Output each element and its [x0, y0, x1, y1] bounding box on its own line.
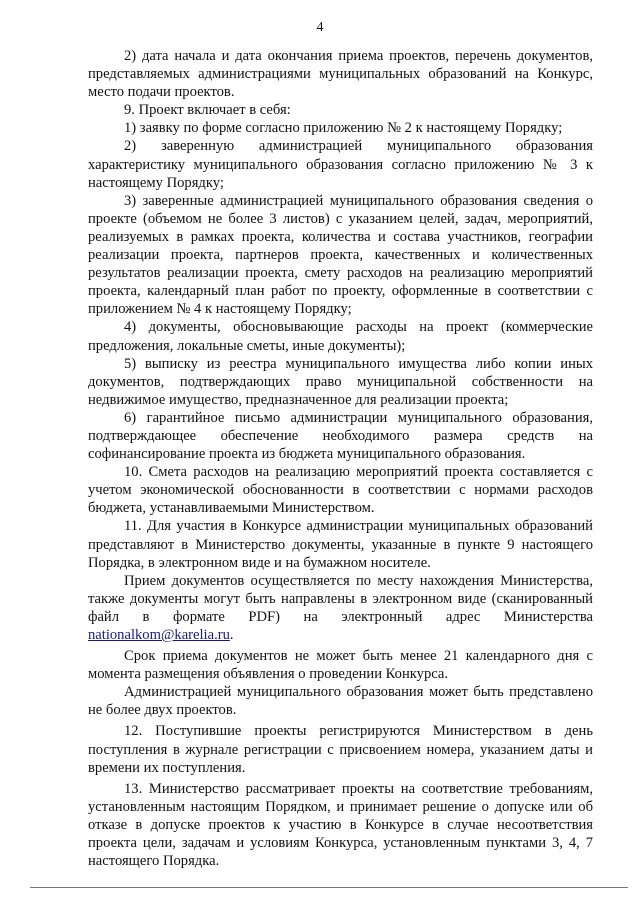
paragraph: 12. Поступившие проекты регистрируются Министерством в день поступления в журнале регистрации с присвоением номера, указанием даты и времени их поступления.: [88, 723, 593, 776]
email-trailing-punct: .: [229, 627, 234, 643]
paragraph: 6) гарантийное письмо администрации муниципального образования, подтверждающее обеспечение необходимого размера средств на софинансирование проекта из бюджета муниципального образования.: [88, 409, 593, 463]
email-link[interactable]: nationalkom@karelia.ru: [88, 627, 230, 643]
document-body: [88, 47, 593, 870]
page-number: 4: [316, 20, 324, 35]
paragraph: 13. Министерство рассматривает проекты на соответствие требованиям, установленным настоящим Порядком, и принимает решение о допуске или об отказе в допуске проектов к участию в Конкурсе в случае несоответствия проекта цели, задачам и условиям Конкурса, установленным пунктами 3, 4, 7 настоящего Порядка.: [88, 780, 593, 870]
paragraph-with-email: [88, 572, 593, 644]
paragraph: 11. Для участия в Конкурсе администрации муниципальных образований представляют в Министерство документы, указанные в пункте 9 настоящего Порядка, в электронном виде и на бумажном носителе.: [88, 518, 593, 571]
paragraph: 3) заверенные администрацией муниципального образования сведения о проекте (объемом не более 3 листов) с указанием целей, задач, мероприятий, реализуемых в рамках проекта, количества и состава участников, географии реализации проекта, партнеров проекта, качественных и количественных результатов реализации проекта, смету расходов на реализацию мероприятий проекта, календарный план работ по проекту, оформленные в соответствии с приложением № 4 к настоящему Порядку;: [88, 192, 593, 318]
paragraph: 1) заявку по форме согласно приложению № 2 к настоящему Порядку;: [124, 120, 563, 137]
paragraph: Срок приема документов не может быть менее 21 календарного дня с момента размещения объявления о проведении Конкурса.: [88, 648, 593, 683]
paragraph: 4) документы, обосновывающие расходы на проект (коммерческие предложения, локальные сметы, иные документы);: [88, 319, 593, 354]
paragraph-text: Прием документов осуществляется по месту нахождения Министерства, также документы могут быть направлены в электронном виде (сканированный файл в формате PDF) на электронный адрес Министерства: [88, 572, 593, 625]
paragraph: 10. Смета расходов на реализацию мероприятий проекта составляется с учетом экономической обоснованности в соответствии с нормами расходов бюджета, устанавливаемыми Министерством.: [88, 464, 593, 517]
paragraph: 2) дата начала и дата окончания приема проектов, перечень документов, представляемых администрациями муниципальных образований на Конкурс, место подачи проектов.: [88, 48, 593, 101]
paragraph: 9. Проект включает в себя:: [124, 102, 291, 119]
paragraph: 5) выписку из реестра муниципального имущества либо копии иных документов, подтверждающих право муниципальной собственности на недвижимое имущество, предназначенное для реализации проекта;: [88, 355, 593, 408]
paragraph: 2) заверенную администрацией муниципального образования характеристику муниципального образования согласно приложению № 3 к настоящему Порядку;: [88, 138, 593, 191]
bottom-scan-edge: [30, 887, 628, 888]
paragraph: Администрацией муниципального образования может быть представлено не более двух проектов.: [88, 684, 593, 719]
